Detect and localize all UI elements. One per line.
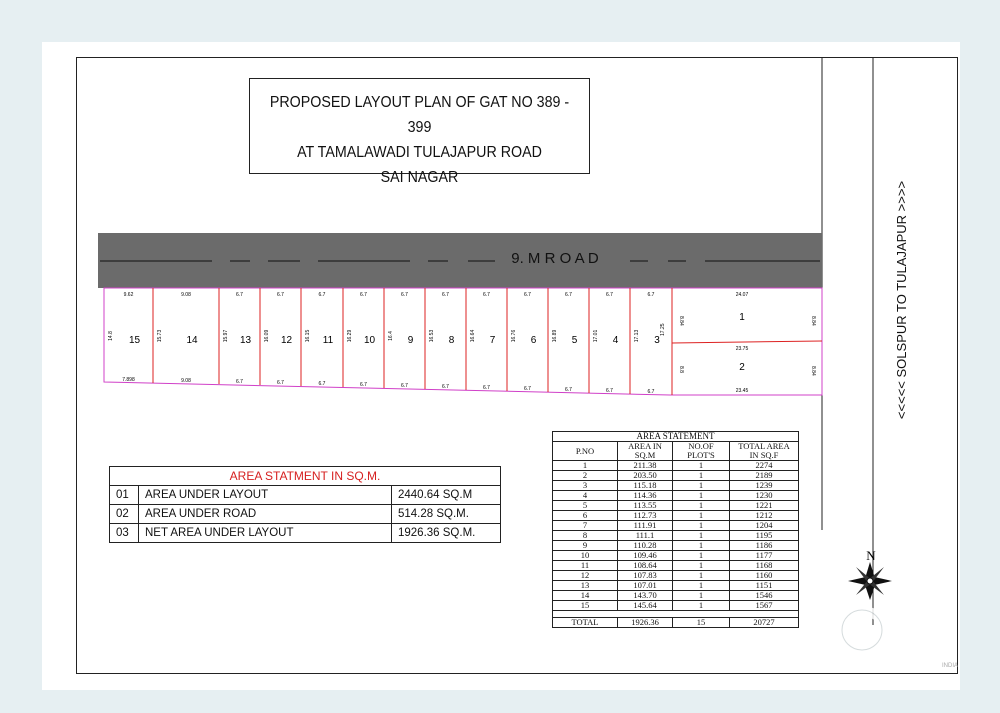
cell-p: 4	[553, 491, 618, 501]
plot-depth-dim: 16.53	[429, 329, 435, 343]
plot-top-dim: 6.7	[606, 292, 613, 298]
table-row	[553, 471, 799, 481]
cell-n: 1	[673, 491, 730, 501]
cell-p: 5	[553, 501, 618, 511]
cell-p: 2	[553, 471, 618, 481]
table-row	[553, 531, 799, 541]
plot-1-mid-dim: 23.75	[735, 346, 749, 352]
plot-depth-dim: 17.13	[634, 329, 640, 343]
cell-a: 113.55	[618, 501, 673, 511]
cell-p: 9	[553, 541, 618, 551]
plot-2-left-dim: 8.8	[678, 366, 684, 373]
plot-4	[593, 292, 619, 394]
plot-number: 9	[407, 335, 414, 346]
plot-13	[223, 292, 251, 385]
cell-t: 1204	[730, 521, 799, 531]
cell-p: 12	[553, 571, 618, 581]
cell-n: 1	[673, 531, 730, 541]
cell-n: 1	[673, 601, 730, 611]
header-area: AREA IN SQ.M	[618, 442, 673, 461]
plot-depth-dim: 16.29	[347, 329, 353, 343]
table-row	[553, 461, 799, 471]
plot-number: 4	[612, 335, 619, 346]
cell-p: 10	[553, 551, 618, 561]
plot-2-bottom-dim: 23.45	[735, 388, 749, 394]
north-label: N	[866, 548, 876, 563]
table-row	[553, 571, 799, 581]
cell-a: 114.36	[618, 491, 673, 501]
cell-t: 1546	[730, 591, 799, 601]
plot-bottom-dim: 6.7	[277, 380, 284, 386]
plot-1-left-dim: 8.84	[678, 316, 684, 326]
watermark-sub: INDIA	[942, 663, 959, 669]
cell-p: 13	[553, 581, 618, 591]
table-row	[553, 491, 799, 501]
title-line-1: PROPOSED LAYOUT PLAN OF GAT NO 389 - 399	[269, 94, 570, 136]
cell-a: 110.28	[618, 541, 673, 551]
plot-top-dim: 6.7	[277, 292, 284, 298]
table-row	[553, 511, 799, 521]
plot-7	[470, 292, 496, 391]
plot-depth-dim: 16.15	[305, 329, 311, 343]
cell-t: 1221	[730, 501, 799, 511]
plot-number: 7	[489, 335, 496, 346]
total-label: TOTAL	[553, 618, 618, 628]
total-sqf: 20727	[730, 618, 799, 628]
cell-n: 1	[673, 471, 730, 481]
road-label: 9. M R O A D	[511, 250, 599, 267]
table-row	[553, 481, 799, 491]
plot-top-dim: 6.7	[442, 292, 449, 298]
cell-p: 7	[553, 521, 618, 531]
row-number: 02	[110, 505, 139, 524]
plot-number: 10	[363, 335, 376, 346]
cell-n: 1	[673, 571, 730, 581]
cell-n: 1	[673, 481, 730, 491]
cell-p: 11	[553, 561, 618, 571]
cell-n: 1	[673, 521, 730, 531]
plot-bottom-dim: 9.08	[181, 378, 191, 384]
row-label: NET AREA UNDER LAYOUT	[139, 524, 392, 543]
total-plots: 15	[673, 618, 730, 628]
plot-bottom-dim: 6.7	[524, 386, 531, 392]
plot-number: 8	[448, 335, 455, 346]
cell-n: 1	[673, 501, 730, 511]
cell-a: 111.91	[618, 521, 673, 531]
table-row	[553, 581, 799, 591]
plot-bottom-dim: 7.898	[122, 377, 135, 383]
header-pno: P.NO	[553, 442, 618, 461]
plot-number-2: 2	[739, 362, 745, 373]
row-number: 03	[110, 524, 139, 543]
plot-1-extra-dim: 17.25	[660, 323, 666, 336]
cell-a: 145.64	[618, 601, 673, 611]
table-row	[110, 524, 501, 543]
cell-t: 1160	[730, 571, 799, 581]
plot-15	[108, 292, 140, 383]
table-row	[553, 601, 799, 611]
plots-boundary	[104, 288, 822, 395]
plot-depth-dim: 14.8	[108, 331, 114, 341]
plot-bottom-dim: 6.7	[360, 382, 367, 388]
title-line-3: SAI NAGAR	[380, 169, 459, 186]
side-road-label: <<<<< SOLSPUR TO TULAJAPUR >>>>	[894, 180, 909, 420]
plot-number: 6	[530, 335, 537, 346]
cell-t: 2189	[730, 471, 799, 481]
plot-top-dim: 6.7	[401, 292, 408, 298]
cell-t: 1186	[730, 541, 799, 551]
plot-top-dim: 6.7	[647, 292, 655, 298]
cell-t: 1168	[730, 561, 799, 571]
plot-1-top-dim: 24.07	[735, 292, 749, 298]
plot-number: 5	[571, 335, 578, 346]
cell-p: 6	[553, 511, 618, 521]
plot-number: 13	[239, 335, 252, 346]
row-value: 1926.36 SQ.M.	[392, 524, 501, 543]
plot-5	[552, 292, 578, 393]
cell-n: 1	[673, 551, 730, 561]
cell-n: 1	[673, 511, 730, 521]
plot-10	[347, 292, 375, 388]
cell-n: 1	[673, 591, 730, 601]
table-row	[110, 505, 501, 524]
cell-p: 8	[553, 531, 618, 541]
plot-top-dim: 6.7	[318, 292, 326, 298]
table-row	[553, 501, 799, 511]
table-row	[110, 486, 501, 505]
plot-depth-dim: 16.4	[388, 331, 394, 341]
header-plots: NO.OF PLOT'S	[673, 442, 730, 461]
plot-6	[511, 292, 537, 392]
plot-number: 12	[280, 335, 293, 346]
plot-number: 15	[128, 335, 141, 346]
plot-depth-dim: 15.97	[223, 329, 229, 343]
area-statement-sqm-heading: AREA STATMENT IN SQ.M.	[110, 467, 501, 486]
plot-bottom-dim: 6.7	[442, 384, 449, 390]
plot-depth-dim: 16.76	[511, 329, 517, 343]
plot-11	[305, 292, 334, 387]
plot-bottom-dim: 6.7	[318, 381, 326, 387]
cell-p: 14	[553, 591, 618, 601]
plot-depth-dim: 16.09	[264, 329, 270, 343]
plot-14	[157, 292, 198, 384]
cell-t: 2274	[730, 461, 799, 471]
header-total: TOTAL AREA IN SQ.F	[730, 442, 799, 461]
plot-1-right-dim: 8.84	[810, 316, 816, 326]
area-statement-sqm-table	[109, 466, 501, 543]
plot-top-dim: 9.08	[181, 292, 191, 298]
plot-top-dim: 6.7	[360, 292, 367, 298]
cell-n: 1	[673, 581, 730, 591]
plot-top-dim: 6.7	[565, 292, 572, 298]
plots-group	[108, 288, 660, 395]
cell-t: 1177	[730, 551, 799, 561]
table-row	[553, 521, 799, 531]
cell-p: 3	[553, 481, 618, 491]
plot-top-dim: 6.7	[236, 292, 243, 298]
plot-top-dim: 6.7	[524, 292, 531, 298]
plot-number: 14	[186, 335, 198, 346]
plot-depth-dim: 17.01	[593, 329, 599, 343]
plot-bottom-dim: 6.7	[647, 389, 655, 395]
plot-3	[634, 292, 660, 395]
cell-a: 108.64	[618, 561, 673, 571]
cell-a: 107.83	[618, 571, 673, 581]
cell-a: 109.46	[618, 551, 673, 561]
cell-t: 1239	[730, 481, 799, 491]
plot-12	[264, 292, 292, 386]
row-label: AREA UNDER ROAD	[139, 505, 392, 524]
area-statement-table	[552, 431, 799, 628]
olx-watermark-icon	[842, 606, 958, 669]
cell-t: 1230	[730, 491, 799, 501]
cell-t: 1195	[730, 531, 799, 541]
plot-number: 3	[654, 335, 660, 346]
plot-top-dim: 6.7	[483, 292, 490, 298]
plot-1-2-divider	[672, 341, 822, 343]
cell-t: 1151	[730, 581, 799, 591]
row-value: 2440.64 SQ.M	[392, 486, 501, 505]
plot-bottom-dim: 6.7	[483, 385, 490, 391]
plot-number: 11	[322, 335, 334, 346]
plot-top-dim: 9.62	[123, 292, 134, 298]
total-area: 1926.36	[618, 618, 673, 628]
cell-n: 1	[673, 561, 730, 571]
cell-a: 203.50	[618, 471, 673, 481]
plot-bottom-dim: 6.7	[401, 383, 408, 389]
plot-bottom-dim: 6.7	[236, 379, 243, 385]
area-statement-caption: AREA STATEMENT	[553, 432, 799, 442]
plot-depth-dim: 16.89	[552, 329, 558, 343]
plot-number-1: 1	[739, 312, 745, 323]
table-row	[553, 591, 799, 601]
cell-a: 111.1	[618, 531, 673, 541]
plot-depth-dim: 15.73	[157, 329, 163, 343]
cell-a: 143.70	[618, 591, 673, 601]
cell-a: 112.73	[618, 511, 673, 521]
row-number: 01	[110, 486, 139, 505]
plot-depth-dim: 16.64	[470, 329, 476, 343]
plot-2-right-dim: 8.84	[810, 366, 816, 376]
cell-n: 1	[673, 461, 730, 471]
cell-p: 1	[553, 461, 618, 471]
plot-8	[429, 292, 455, 390]
row-value: 514.28 SQ.M.	[392, 505, 501, 524]
cell-a: 107.01	[618, 581, 673, 591]
cell-a: 211.38	[618, 461, 673, 471]
plot-bottom-dim: 6.7	[565, 387, 572, 393]
cell-n: 1	[673, 541, 730, 551]
plot-bottom-dim: 6.7	[606, 388, 613, 394]
cell-t: 1567	[730, 601, 799, 611]
table-row	[553, 551, 799, 561]
row-label: AREA UNDER LAYOUT	[139, 486, 392, 505]
title-line-2: AT TAMALAWADI TULAJAPUR ROAD	[297, 144, 542, 161]
cell-p: 15	[553, 601, 618, 611]
plot-9	[388, 292, 414, 389]
north-arrow-icon	[848, 548, 892, 600]
table-row	[553, 541, 799, 551]
table-row	[553, 561, 799, 571]
cell-a: 115.18	[618, 481, 673, 491]
cell-t: 1212	[730, 511, 799, 521]
